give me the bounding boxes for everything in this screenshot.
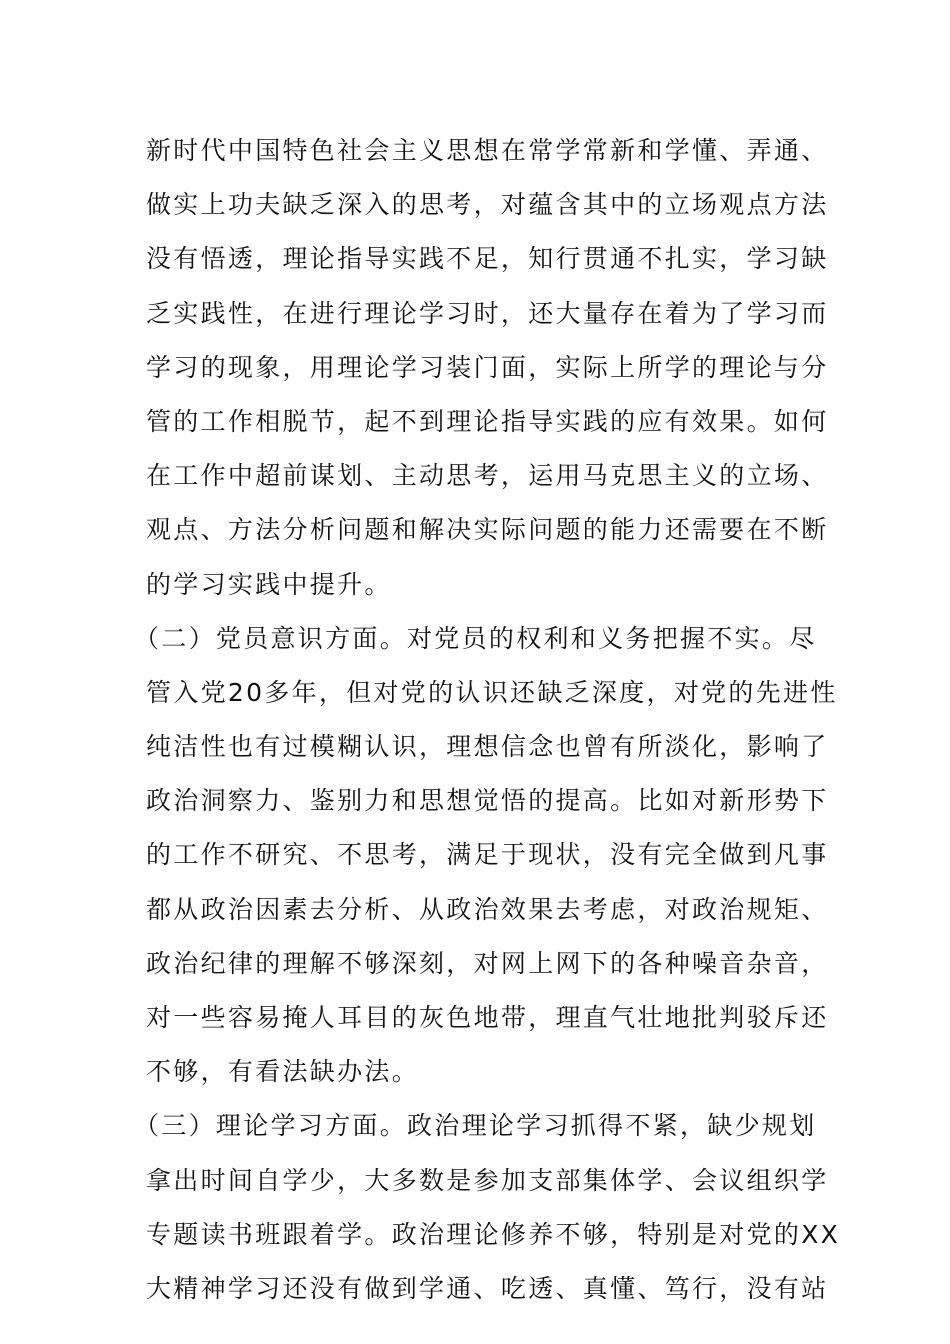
text-line: 政治纪律的理解不够深刻，对网上网下的各种噪音杂音， (146, 948, 829, 978)
section-heading-line: （三）理论学习方面。政治理论学习抓得不紧，缺少规划 (134, 1111, 817, 1141)
text-line: 乏实践性，在进行理论学习时，还大量存在着为了学习而 (146, 298, 829, 328)
text-line: 拿出时间自学少，大多数是参加支部集体学、会议组织学 (146, 1165, 829, 1195)
text-line: 纯洁性也有过模糊认识，理想信念也曾有所淡化，影响了 (146, 732, 829, 762)
text-line: 管的工作相脱节，起不到理论指导实践的应有效果。如何 (146, 406, 829, 436)
text-line: 都从政治因素去分析、从政治效果去考虑，对政治规矩、 (146, 894, 829, 924)
text-line: 专题读书班跟着学。政治理论修养不够，特别是对党的XX (146, 1219, 841, 1249)
text-line: 政治洞察力、鉴别力和思想觉悟的提高。比如对新形势下 (146, 786, 829, 816)
text-line: 在工作中超前谋划、主动思考，运用马克思主义的立场、 (146, 461, 829, 491)
body-text (134, 124, 841, 1316)
text-line: 不够，有看法缺办法。 (146, 1057, 420, 1087)
text-line: 管入党20多年，但对党的认识还缺乏深度，对党的先进性 (146, 677, 838, 707)
text-line: 新时代中国特色社会主义思想在常学常新和学懂、弄通、 (146, 136, 829, 165)
text-line: 大精神学习还没有做到学通、吃透、真懂、笃行，没有站 (146, 1273, 829, 1303)
text-line: 没有悟透，理论指导实践不足，知行贯通不扎实，学习缺 (146, 244, 829, 274)
text-line: 对一些容易掩人耳目的灰色地带，理直气壮地批判驳斥还 (146, 1003, 829, 1032)
section-heading-line: （二）党员意识方面。对党员的权利和义务把握不实。尽 (134, 623, 817, 653)
text-line: 的工作不研究、不思考，满足于现状，没有完全做到凡事 (146, 840, 829, 870)
text-line: 做实上功夫缺乏深入的思考，对蕴含其中的立场观点方法 (146, 190, 829, 220)
text-line: 的学习实践中提升。 (146, 569, 392, 599)
text-line: 观点、方法分析问题和解决实际问题的能力还需要在不断 (146, 515, 829, 545)
text-line: 学习的现象，用理论学习装门面，实际上所学的理论与分 (146, 352, 829, 382)
